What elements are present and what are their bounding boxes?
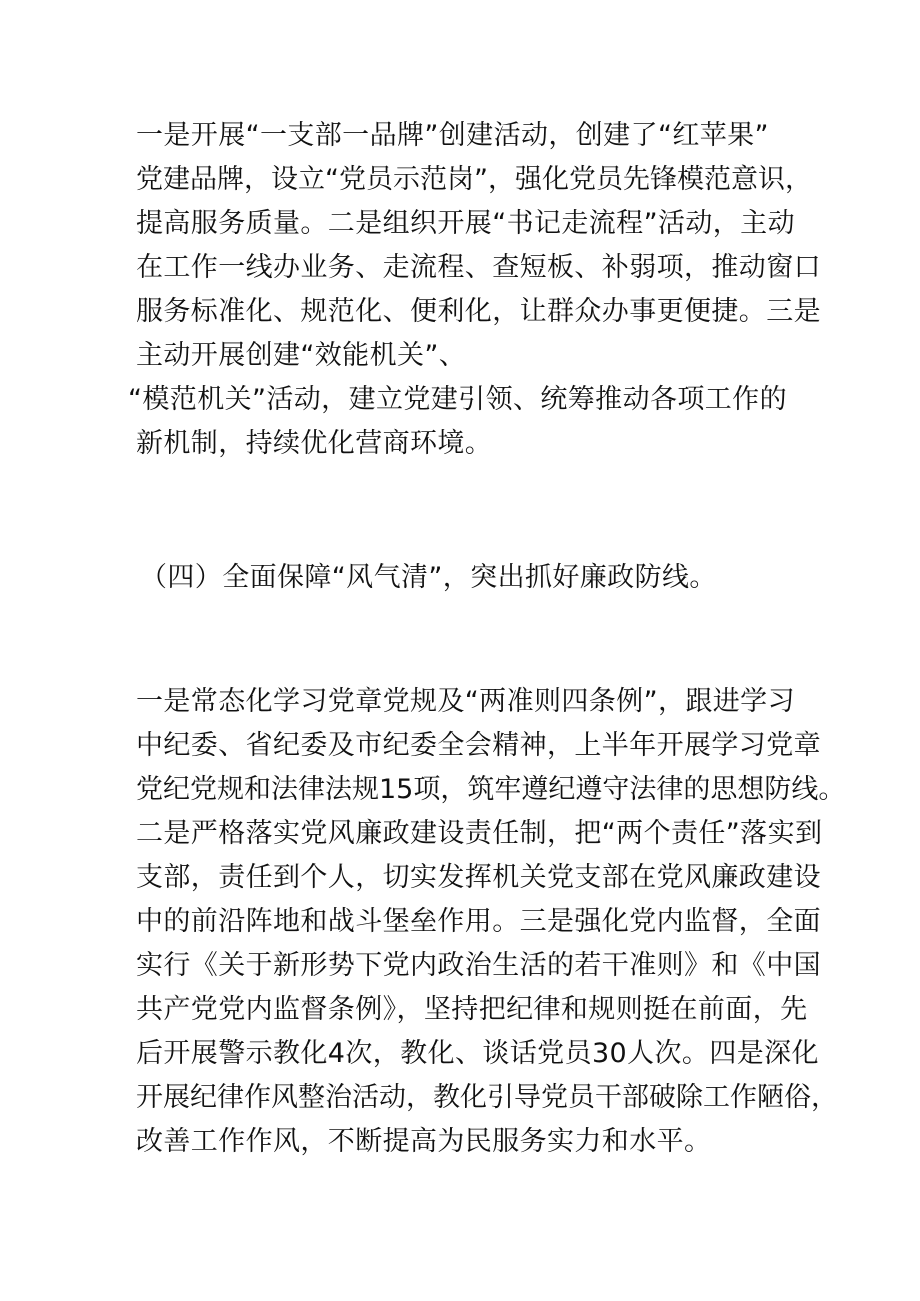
paragraph-1-line-7: “模范机关”活动，建立党建引领、统筹推动各项工作的 bbox=[128, 384, 787, 415]
paragraph-2-line-4: 二是严格落实党风廉政建设责任制，把“两个责任”落实到 bbox=[136, 818, 823, 849]
paragraph-2-line-6: 中的前沿阵地和战斗堡垒作用。三是强化党内监督，全面 bbox=[136, 906, 821, 937]
paragraph-2-line-2: 中纪委、省纪委及市纪委全会精神，上半年开展学习党章 bbox=[136, 730, 821, 761]
paragraph-1-line-2: 党建品牌，设立“党员示范岗”，强化党员先锋模范意识， bbox=[136, 164, 812, 195]
paragraph-1-line-8: 新机制，持续优化营商环境。 bbox=[136, 428, 493, 459]
paragraph-1-line-1: 一是开展“一支部一品牌”创建活动，创建了“红苹果” bbox=[136, 120, 769, 151]
paragraph-2-line-9: 后开展警示教化4次，教化、谈话党员30人次。四是深化 bbox=[136, 1038, 819, 1069]
paragraph-2-line-8: 共产党党内监督条例》，坚持把纪律和规则挺在前面，先 bbox=[136, 994, 808, 1025]
paragraph-1-line-4: 在工作一线办业务、走流程、查短板、补弱项，推动窗口 bbox=[136, 252, 821, 283]
paragraph-2-line-5: 支部，责任到个人，切实发挥机关党支部在党风廉政建设 bbox=[136, 862, 821, 893]
paragraph-1-line-6: 主动开展创建“效能机关”、 bbox=[136, 340, 467, 371]
paragraph-2-line-1: 一是常态化学习党章党规及“两准则四条例”，跟进学习 bbox=[136, 686, 795, 717]
section-heading-4: （四）全面保障“风气清”，突出抓好廉政防线。 bbox=[140, 562, 717, 593]
paragraph-1-line-5: 服务标准化、规范化、便利化，让群众办事更便捷。三是 bbox=[136, 296, 821, 327]
paragraph-2-line-3: 党纪党规和法律法规15项，筑牢遵纪遵守法律的思想防线。 bbox=[136, 774, 846, 805]
paragraph-2-line-7: 实行《关于新形势下党内政治生活的若干准则》和《中国 bbox=[136, 950, 821, 981]
paragraph-2-line-10: 开展纪律作风整治活动，教化引导党员干部破除工作陋俗， bbox=[136, 1082, 838, 1113]
paragraph-2-line-11: 改善工作作风，不断提高为民服务实力和水平。 bbox=[136, 1126, 712, 1157]
paragraph-1-line-3: 提高服务质量。二是组织开展“书记走流程”活动，主动 bbox=[136, 208, 795, 239]
